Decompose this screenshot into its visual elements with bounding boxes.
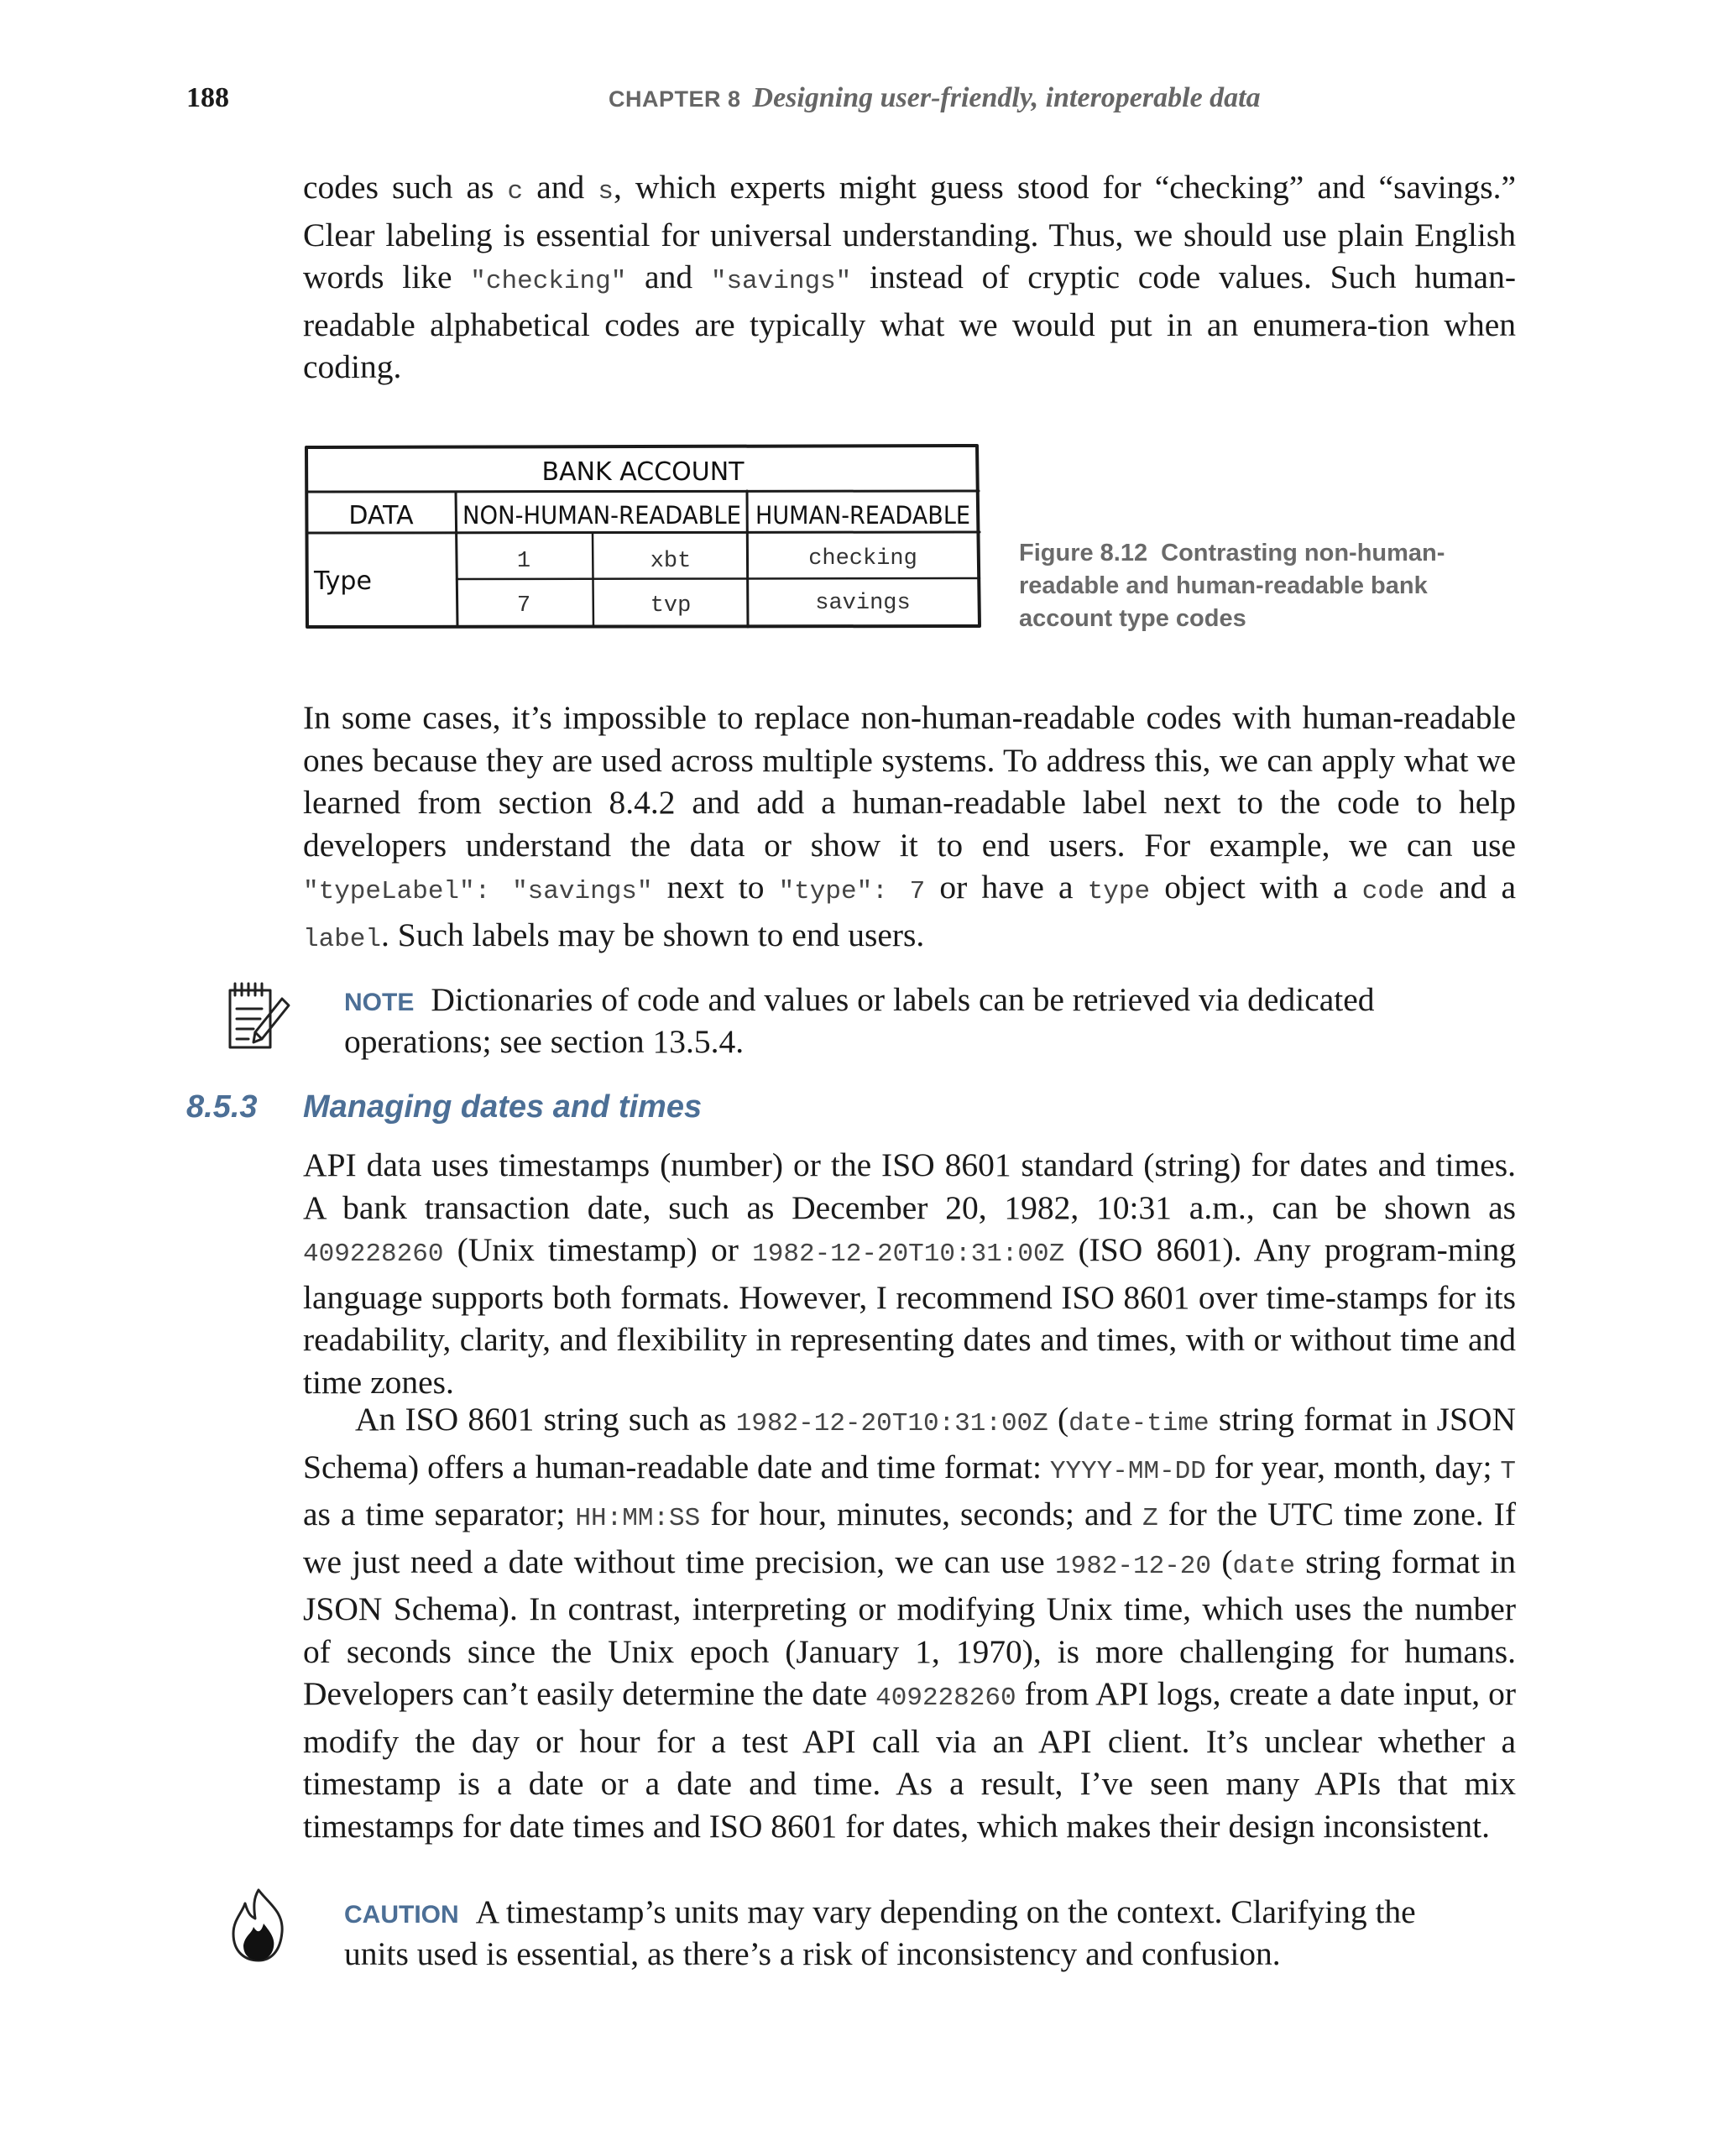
figure-col-human: HUMAN-READABLE (755, 501, 970, 530)
running-header (609, 82, 1261, 114)
chapter-title: Designing user-friendly, interoperable data (752, 82, 1261, 113)
figure-caption-text: Contrasting non-human-readable and human-readable bank account type codes (1019, 540, 1445, 632)
section-title: Managing dates and times (303, 1089, 703, 1125)
body-paragraph-4: An ISO 8601 string such as 1982-12-20T10:31:00Z (date-time string format in JSON Schema) offers a human-readable date and time format: YYYY-MM-DD for year, month, day; T as a time separator; HH:MM:SS for hour, minutes, seconds; and Z for the UTC time zone. If we just need a date without time precision, we can use 1982-12-20 (date string format in JSON Schema). In contrast, interpreting or modifying Unix time, which uses the number of seconds since the Unix epoch (January 1, 1970), is more challenging for humans. Developers can’t easily determine the date 409228260 from API logs, create a date input, or modify the day or hour for a test API call via an API client. It’s unclear whether a timestamp is a date or a date and time. As a result, I’ve seen many APIs that mix timestamps for date times and ISO 8601 for dates, which makes their design inconsistent. (303, 1401, 1517, 1845)
caution-fire-icon (225, 1887, 292, 1962)
figure-cell: savings (815, 591, 911, 616)
body-paragraph-3: API data uses timestamps (number) or the ISO 8601 standard (string) for dates and times. A bank transaction date, such as December 20, 1982, 10:31 a.m., can be shown as 409228260 (Unix timestamp) or 1982-12-20T10:31:00Z (ISO 8601). Any program-ming language supports both formats. However, I recommend ISO 8601 over time-stamps for its readability, clarity, and flexibility in representing dates and times, with or without time and time zones. (303, 1146, 1516, 1401)
section-number: 8.5.3 (186, 1089, 258, 1125)
figure-cell: 7 (516, 593, 531, 619)
bank-account-figure (304, 443, 982, 629)
figure-cell: 1 (516, 549, 531, 574)
note-callout (344, 980, 1452, 1062)
figure-cell: checking (808, 546, 917, 572)
caution-text: A timestamp’s units may vary depending on the context. Clarifying the units used is essential, as there’s a risk of inconsistency and confusion. (344, 1893, 1416, 1972)
figure-title: BANK ACCOUNT (541, 457, 745, 487)
chapter-label: CHAPTER 8 (609, 86, 741, 112)
figure-caption-number: Figure 8.12 (1019, 540, 1148, 566)
figure-col-data: DATA (348, 501, 414, 530)
figure-col-non-human: NON-HUMAN-READABLE (462, 501, 741, 530)
caution-label: CAUTION (344, 1901, 459, 1929)
note-text: Dictionaries of code and values or labels can be retrieved via dedicated operations; see section 13.5.4. (344, 981, 1375, 1060)
body-paragraph-2: In some cases, it’s impossible to replace non-human-readable codes with human-readable ones because they are used across multiple systems. To address this, we can apply what we learned from section 8.4.2 and add a human-readable label next to the code to help developers understand the data or show it to end users. For example, we can use "typeLabel": "savings" next to "type": 7 or have a type object with a code and a label. Such labels may be shown to end users. (303, 699, 1516, 954)
caution-callout (344, 1892, 1452, 1974)
figure-cell: tvp (650, 593, 692, 619)
body-paragraph-1: codes such as c and s, which experts might guess stood for “checking” and “savings.” Clear labeling is essential for universal understanding. Thus, we should use plain English words like "checking" and "savings" instead of cryptic code values. Such human-readable alphabetical codes are typically what we would put in an enumera-tion when coding. (303, 169, 1516, 385)
note-label: NOTE (344, 989, 415, 1016)
page-number: 188 (186, 82, 229, 113)
figure-row-label: Type (314, 566, 372, 596)
note-icon (227, 980, 292, 1052)
figure-caption (1019, 537, 1489, 635)
figure-cell: xbt (650, 549, 692, 574)
